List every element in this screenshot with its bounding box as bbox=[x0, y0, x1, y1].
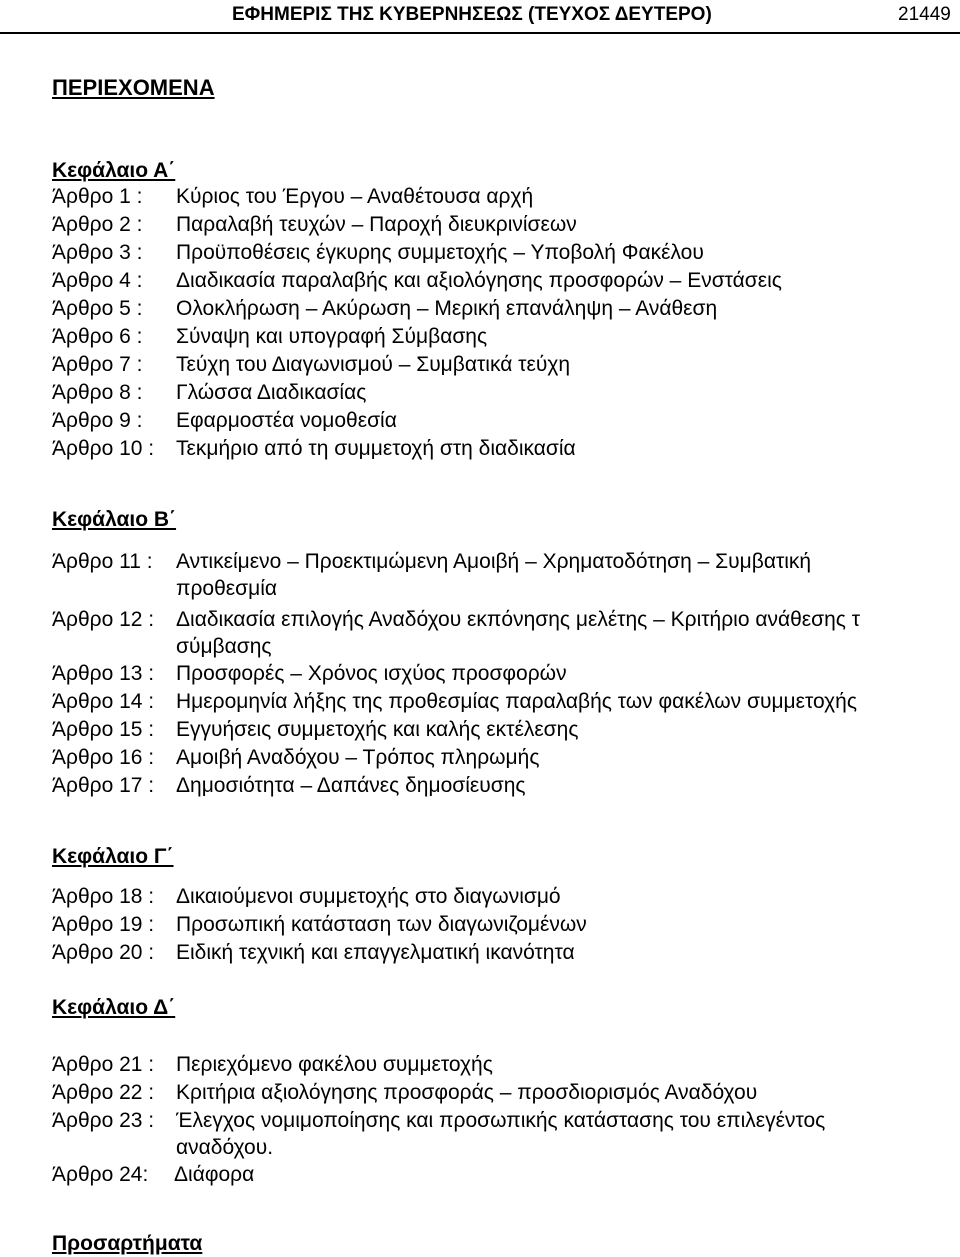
article-title: Διάφορα bbox=[174, 1163, 255, 1186]
chapter-b-title: Κεφάλαιο Β΄ bbox=[52, 508, 177, 531]
page-header bbox=[0, 0, 960, 34]
article-title: Εγγυήσεις συμμετοχής και καλής εκτέλεσης bbox=[176, 718, 579, 741]
article-title-continued: προθεσμία bbox=[176, 577, 278, 600]
article-label: Άρθρο 5 : bbox=[52, 297, 143, 320]
article-title: Προϋποθέσεις έγκυρης συμμετοχής – Υποβολή Φακέλου bbox=[176, 241, 704, 264]
article-label: Άρθρο 20 : bbox=[52, 941, 155, 964]
annexes-title: Προσαρτήματα bbox=[52, 1232, 203, 1255]
article-title: Αντικείμενο – Προεκτιμώμενη Αμοιβή – Χρηματοδότηση – Συμβατική bbox=[176, 550, 812, 573]
article-title: Τεκμήριο από τη συμμετοχή στη διαδικασία bbox=[176, 437, 576, 460]
article-title: Εφαρμοστέα νομοθεσία bbox=[176, 409, 397, 432]
article-label: Άρθρο 9 : bbox=[52, 409, 143, 432]
article-title: Παραλαβή τευχών – Παροχή διευκρινίσεων bbox=[176, 213, 577, 236]
chapter-a-title: Κεφάλαιο Α΄ bbox=[52, 159, 176, 182]
article-title: Σύναψη και υπογραφή Σύμβασης bbox=[176, 325, 488, 348]
article-title: Έλεγχος νομιμοποίησης και προσωπικής κατάστασης του επιλεγέντος bbox=[176, 1109, 826, 1132]
article-title-continued: σύμβασης bbox=[176, 635, 272, 658]
article-title: Κύριος του Έργου – Αναθέτουσα αρχή bbox=[176, 185, 534, 208]
article-label: Άρθρο 10 : bbox=[52, 437, 155, 460]
article-label: Άρθρο 8 : bbox=[52, 381, 143, 404]
article-title: Ημερομηνία λήξης της προθεσμίας παραλαβής των φακέλων συμμετοχής bbox=[176, 690, 857, 713]
page-number: 21449 bbox=[898, 4, 951, 25]
article-label: Άρθρο 7 : bbox=[52, 353, 143, 376]
article-label: Άρθρο 21 : bbox=[52, 1053, 155, 1076]
article-title: Ειδική τεχνική και επαγγελματική ικανότητα bbox=[176, 941, 575, 964]
gazette-title: ΕΦΗΜΕΡΙΣ ΤΗΣ ΚΥΒΕΡΝΗΣΕΩΣ (ΤΕΥΧΟΣ ΔΕΥΤΕΡΟ) bbox=[232, 4, 712, 25]
article-label: Άρθρο 22 : bbox=[52, 1081, 155, 1104]
article-label: Άρθρο 17 : bbox=[52, 774, 155, 797]
article-label: Άρθρο 13 : bbox=[52, 662, 155, 685]
article-label: Άρθρο 12 : bbox=[52, 608, 155, 631]
article-title: Διαδικασία παραλαβής και αξιολόγησης προσφορών – Ενστάσεις bbox=[176, 269, 782, 292]
article-title: Δικαιούμενοι συμμετοχής στο διαγωνισμό bbox=[176, 885, 561, 908]
article-title: Προσφορές – Χρόνος ισχύος προσφορών bbox=[176, 662, 567, 685]
article-label: Άρθρο 14 : bbox=[52, 690, 155, 713]
article-label: Άρθρο 16 : bbox=[52, 746, 155, 769]
article-label: Άρθρο 15 : bbox=[52, 718, 155, 741]
article-title: Ολοκλήρωση – Ακύρωση – Μερική επανάληψη – Ανάθεση bbox=[176, 297, 718, 320]
article-label: Άρθρο 18 : bbox=[52, 885, 155, 908]
contents-title: ΠΕΡΙΕΧΟΜΕΝΑ bbox=[52, 75, 215, 100]
article-title: Κριτήρια αξιολόγησης προσφοράς – προσδιορισμός Αναδόχου bbox=[176, 1081, 758, 1104]
article-title: Τεύχη του Διαγωνισμού – Συμβατικά τεύχη bbox=[176, 353, 571, 376]
chapter-c-title: Κεφάλαιο Γ΄ bbox=[52, 845, 174, 868]
article-title: Δημοσιότητα – Δαπάνες δημοσίευσης bbox=[176, 774, 526, 797]
article-title: Διαδικασία επιλογής Αναδόχου εκπόνησης μελέτης – Κριτήριο ανάθεσης τ bbox=[176, 608, 861, 631]
article-label: Άρθρο 11 : bbox=[52, 550, 153, 573]
article-label: Άρθρο 23 : bbox=[52, 1109, 155, 1132]
article-title: Αμοιβή Αναδόχου – Τρόπος πληρωμής bbox=[176, 746, 540, 769]
article-label: Άρθρο 1 : bbox=[52, 185, 143, 208]
chapter-d-title: Κεφάλαιο Δ΄ bbox=[52, 996, 176, 1019]
article-title: Γλώσσα Διαδικασίας bbox=[176, 381, 367, 404]
article-title: Περιεχόμενο φακέλου συμμετοχής bbox=[176, 1053, 493, 1076]
article-label: Άρθρο 2 : bbox=[52, 213, 143, 236]
article-label: Άρθρο 3 : bbox=[52, 241, 143, 264]
article-label: Άρθρο 4 : bbox=[52, 269, 143, 292]
article-title: Προσωπική κατάσταση των διαγωνιζομένων bbox=[176, 913, 587, 936]
article-label: Άρθρο 24: bbox=[52, 1163, 149, 1186]
article-label: Άρθρο 6 : bbox=[52, 325, 143, 348]
article-title-continued: αναδόχου. bbox=[176, 1136, 274, 1159]
article-label: Άρθρο 19 : bbox=[52, 913, 155, 936]
